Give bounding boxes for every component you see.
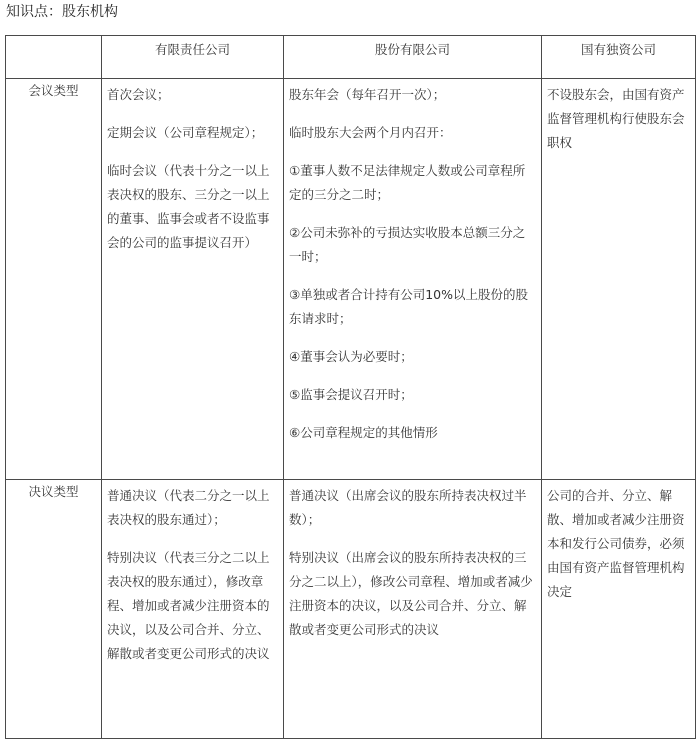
soe-meeting-item: 不设股东会，由国有资产监督管理机构行使股东会职权 [547, 87, 685, 150]
row-label-resolution-types: 决议类型 [6, 480, 102, 739]
soe-resolution-item: 公司的合并、分立、解散、增加或者减少注册资本和发行公司债券，必须由国有资产监督管理机构决定 [547, 488, 685, 599]
llc-resolution-item: 特别决议（代表三分之二以上表决权的股东通过），修改章程、增加或者减少注册资本的决议，以及公司合并、分立、解散或者变更公司形式的决议 [107, 550, 270, 661]
table-header-row [6, 36, 696, 79]
header-blank [6, 36, 102, 79]
table-row-resolution-types [6, 480, 696, 739]
jsc-meeting-item: ②公司未弥补的亏损达实收股本总额三分之一时； [289, 225, 526, 264]
cell-llc-resolutions [102, 480, 284, 739]
jsc-meeting-item: 股东年会（每年召开一次）； [289, 87, 446, 102]
llc-meeting-item: 定期会议（公司章程规定）； [107, 125, 264, 140]
cell-llc-meetings [102, 79, 284, 480]
jsc-resolution-item: 普通决议（出席会议的股东所持表决权过半数）； [289, 488, 527, 527]
header-soe: 国有独资公司 [542, 36, 696, 79]
cell-soe-meetings [542, 79, 696, 480]
jsc-meeting-item: ⑤监事会提议召开时； [289, 387, 413, 402]
row-label-meeting-types: 会议类型 [6, 79, 102, 480]
cell-jsc-meetings [284, 79, 542, 480]
shareholder-organs-table [5, 35, 696, 739]
llc-resolution-item: 普通决议（代表二分之一以上表决权的股东通过）； [107, 488, 270, 527]
jsc-meeting-item: ④董事会认为必要时； [289, 349, 413, 364]
page-heading: 知识点：股东机构 [6, 4, 118, 20]
jsc-meeting-item: ③单独或者合计持有公司10%以上股份的股东请求时； [289, 287, 528, 326]
header-llc: 有限责任公司 [102, 36, 284, 79]
jsc-resolution-item: 特别决议（出席会议的股东所持表决权的三分之二以上），修改公司章程、增加或者减少注册资本的决议，以及公司合并、分立、解散或者变更公司形式的决议 [289, 550, 533, 637]
llc-meeting-item: 临时会议（代表十分之一以上表决权的股东、三分之一以上的董事、监事会或者不设监事会的公司的监事提议召开） [107, 163, 270, 250]
table-row-meeting-types [6, 79, 696, 480]
header-jsc: 股份有限公司 [284, 36, 542, 79]
jsc-meeting-item: 临时股东大会两个月内召开： [289, 125, 452, 140]
jsc-meeting-item: ①董事人数不足法律规定人数或公司章程所定的三分之二时； [289, 163, 526, 202]
cell-soe-resolutions [542, 480, 696, 739]
llc-meeting-item: 首次会议； [107, 87, 170, 102]
cell-jsc-resolutions [284, 480, 542, 739]
jsc-meeting-item: ⑥公司章程规定的其他情形 [289, 425, 438, 440]
